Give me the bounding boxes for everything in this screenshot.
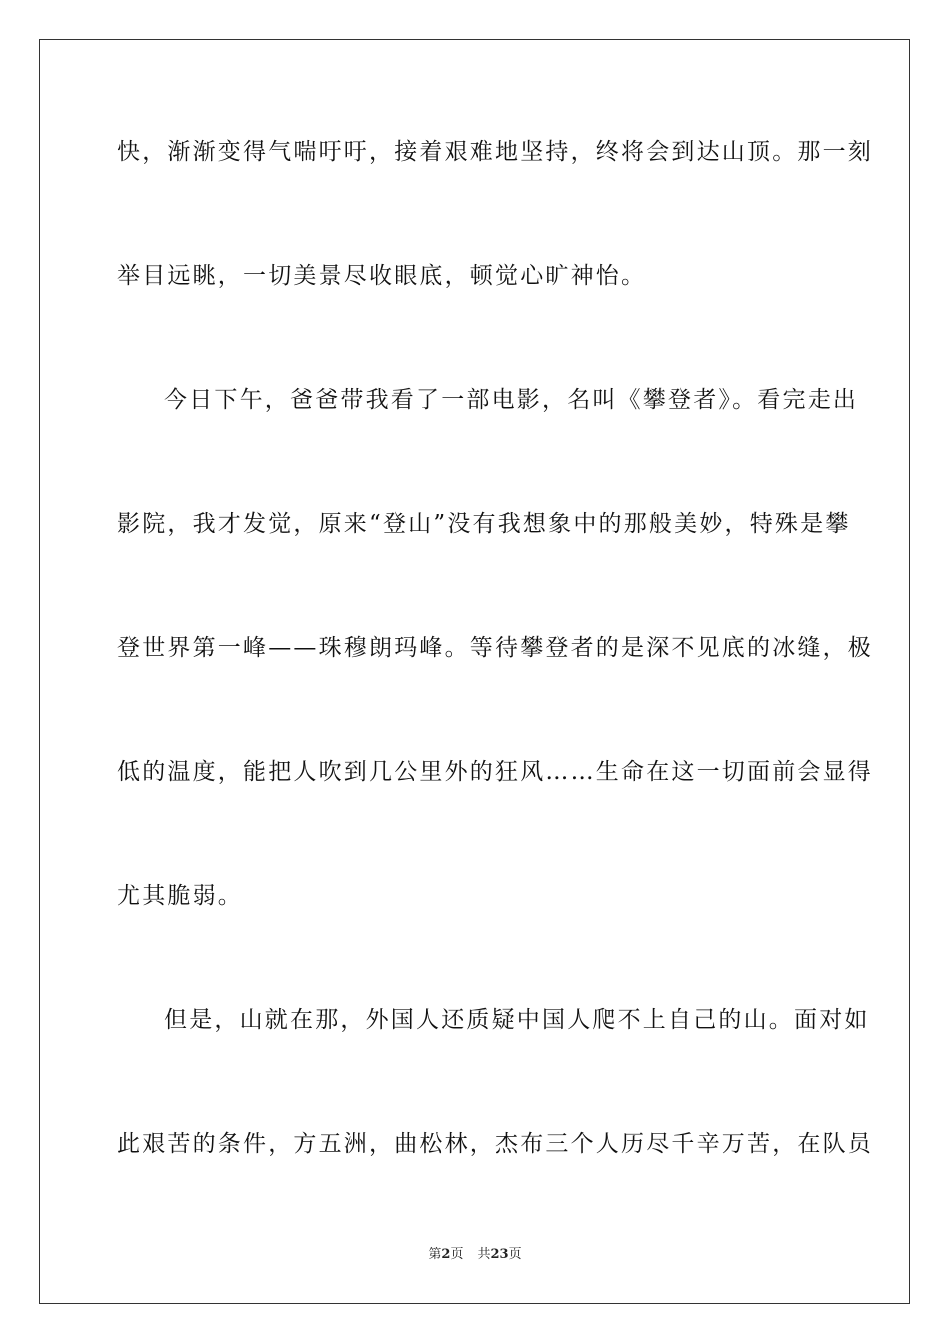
page-prefix: 第 (428, 1247, 442, 1262)
body-line: 快，渐渐变得气喘吁吁，接着艰难地坚持，终将会到达山顶。那一刻 (117, 139, 873, 165)
body-line: 低的温度，能把人吹到几公里外的狂风……生命在这一切面前会显得 (117, 759, 873, 785)
total-pages: 23 (490, 1247, 509, 1262)
page-footer (0, 1247, 950, 1263)
body-line: 今日下午，爸爸带我看了一部电影，名叫《攀登者》。看完走出 (164, 387, 859, 413)
page-number: 2 (441, 1247, 451, 1262)
body-line: 登世界第一峰——珠穆朗玛峰。等待攀登者的是深不见底的冰缝，极 (117, 635, 873, 661)
body-line: 影院，我才发觉，原来“登山”没有我想象中的那般美妙，特殊是攀 (117, 511, 851, 537)
total-prefix: 共 (477, 1247, 491, 1262)
body-line: 但是，山就在那，外国人还质疑中国人爬不上自己的山。面对如 (164, 1007, 870, 1033)
body-line: 举目远眺，一切美景尽收眼底，顿觉心旷神怡。 (117, 263, 647, 289)
body-line: 尤其脆弱。 (117, 883, 243, 909)
total-unit: 页 (508, 1247, 522, 1262)
page-unit: 页 (450, 1247, 464, 1262)
body-line: 此艰苦的条件，方五洲，曲松林，杰布三个人历尽千辛万苦，在队员 (117, 1131, 873, 1157)
page-border (39, 39, 910, 1304)
